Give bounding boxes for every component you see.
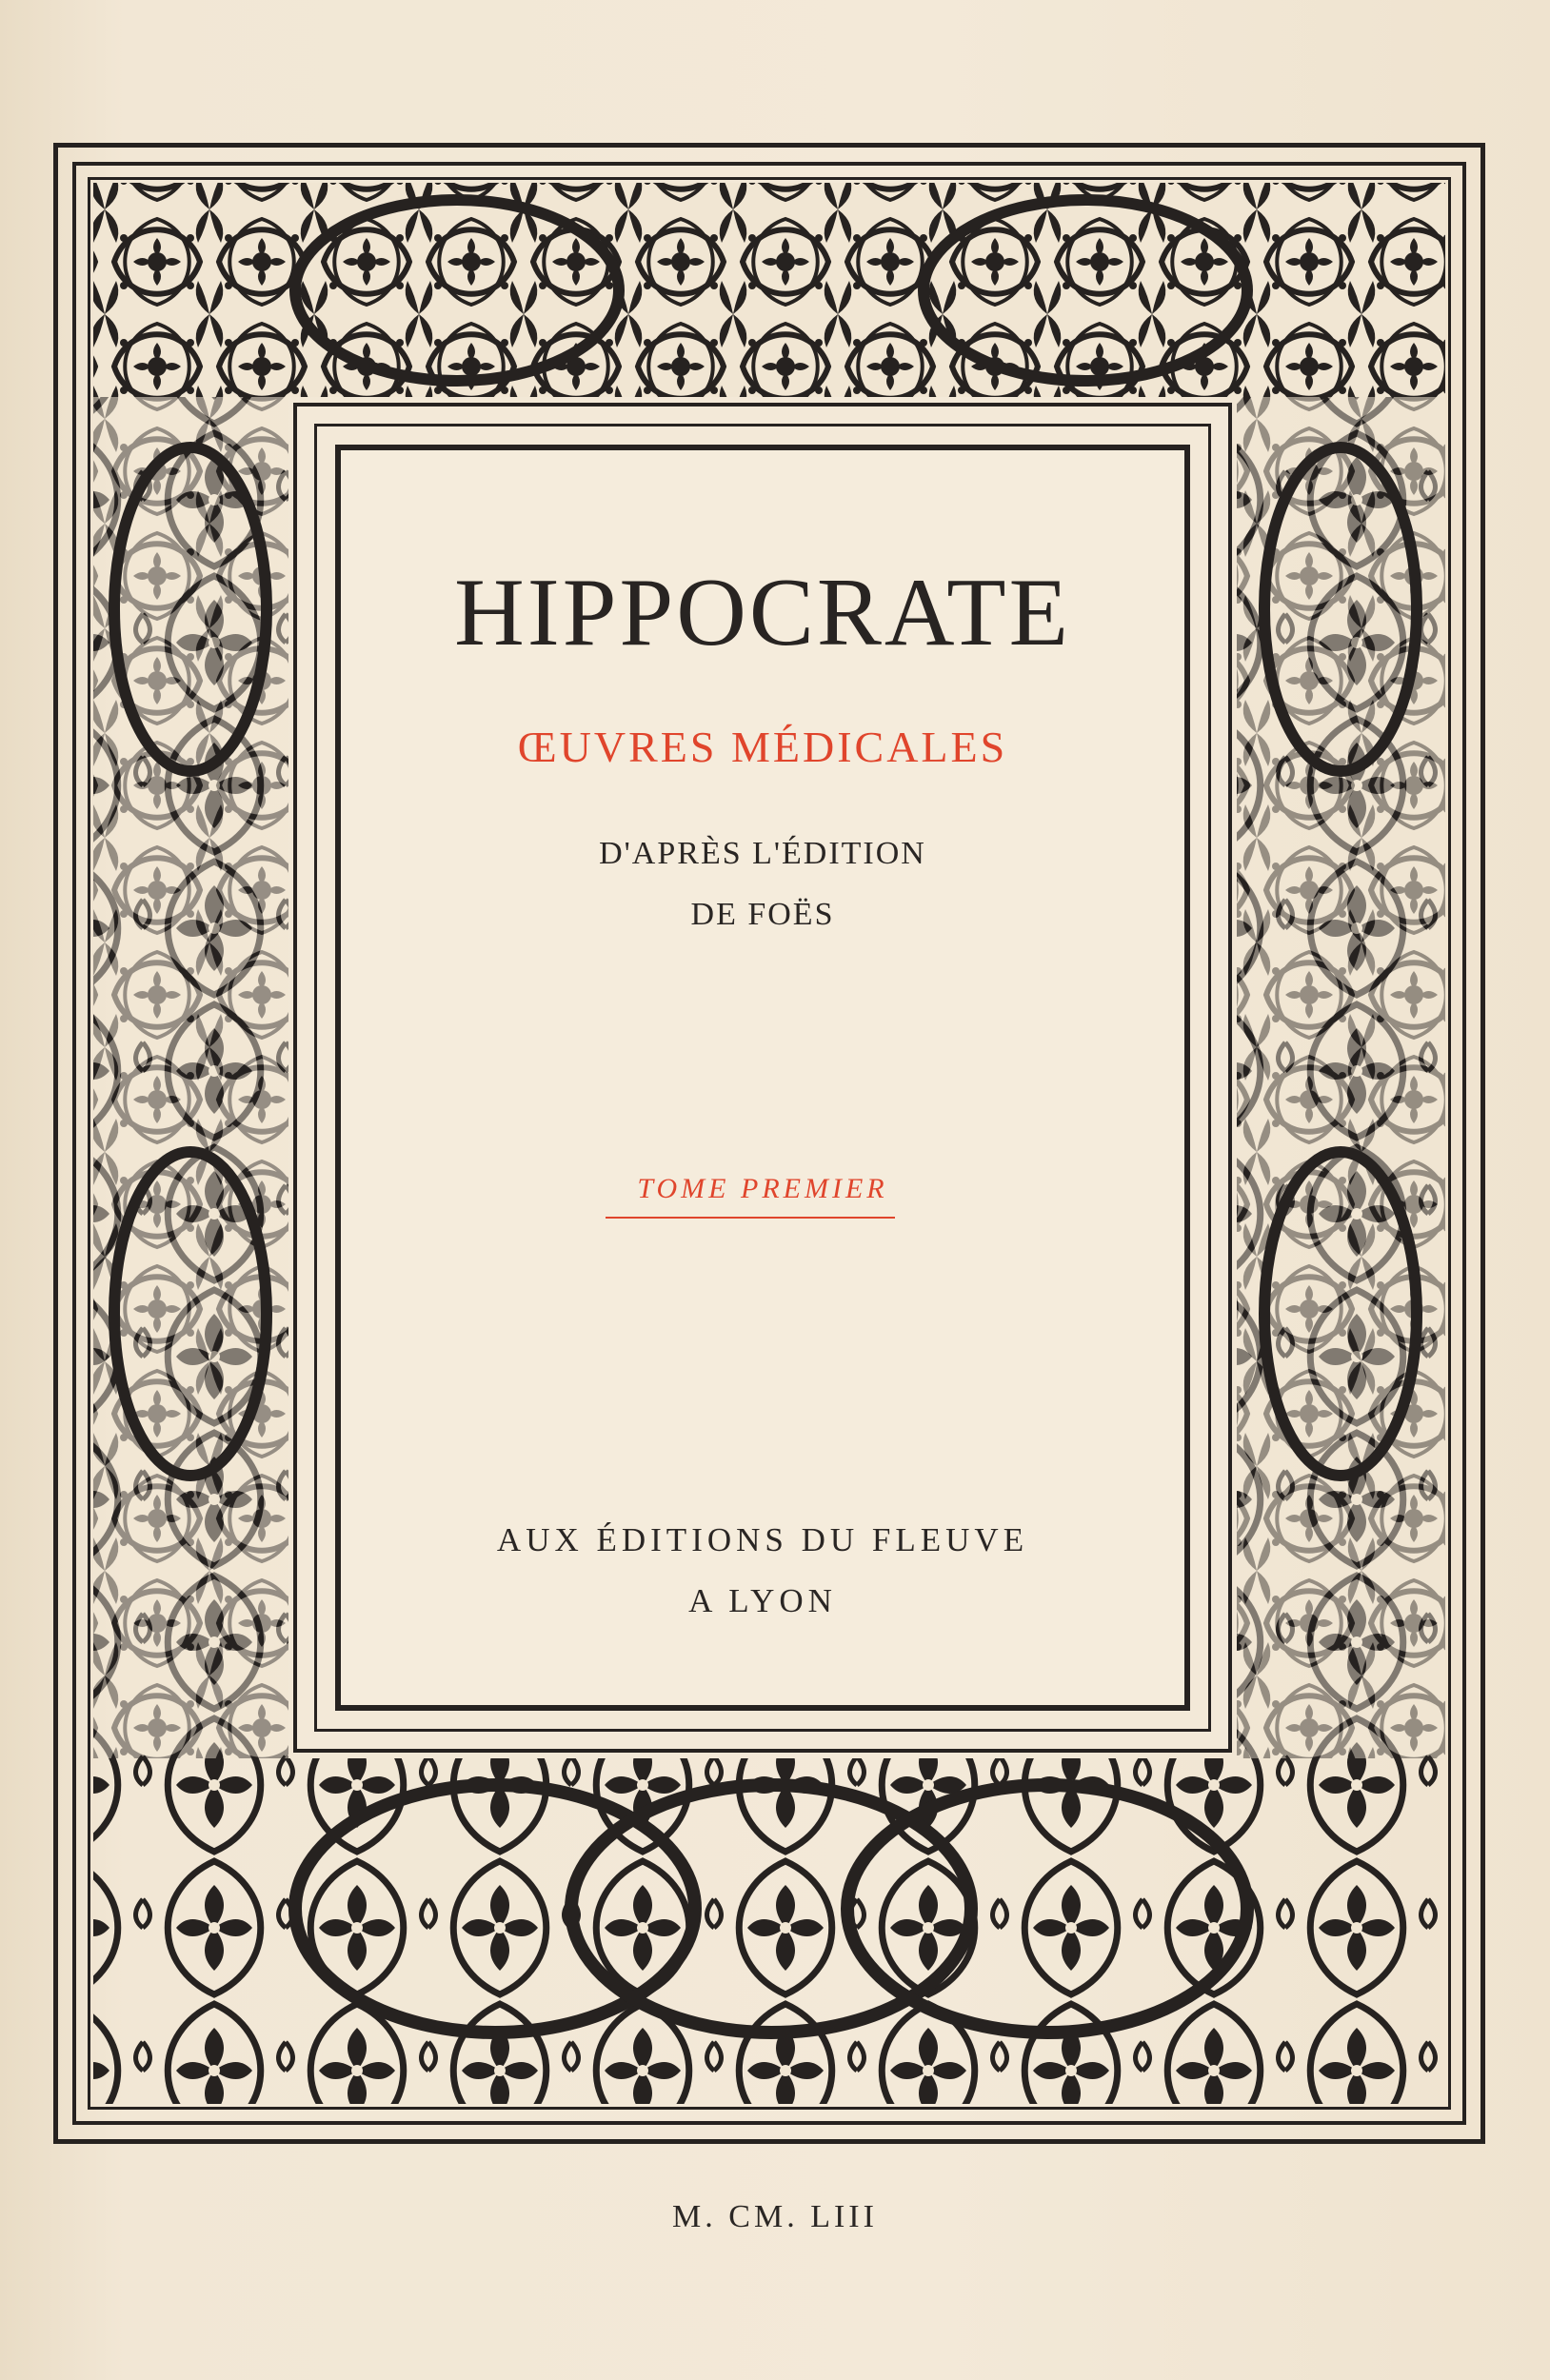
volume-label: TOME PREMIER [637,1173,888,1204]
book-subtitle: ŒUVRES MÉDICALES [517,723,1008,771]
publisher-line-2: A LYON [688,1582,837,1619]
book-title: HIPPOCRATE [454,559,1071,666]
publisher-line-1: AUX ÉDITIONS DU FLEUVE [496,1521,1029,1558]
edition-line-2: DE FOËS [690,897,835,932]
volume-underline [606,1217,895,1219]
publication-date: M. CM. LIII [672,2199,878,2234]
edition-line-1: D'APRÈS L'ÉDITION [599,836,926,871]
